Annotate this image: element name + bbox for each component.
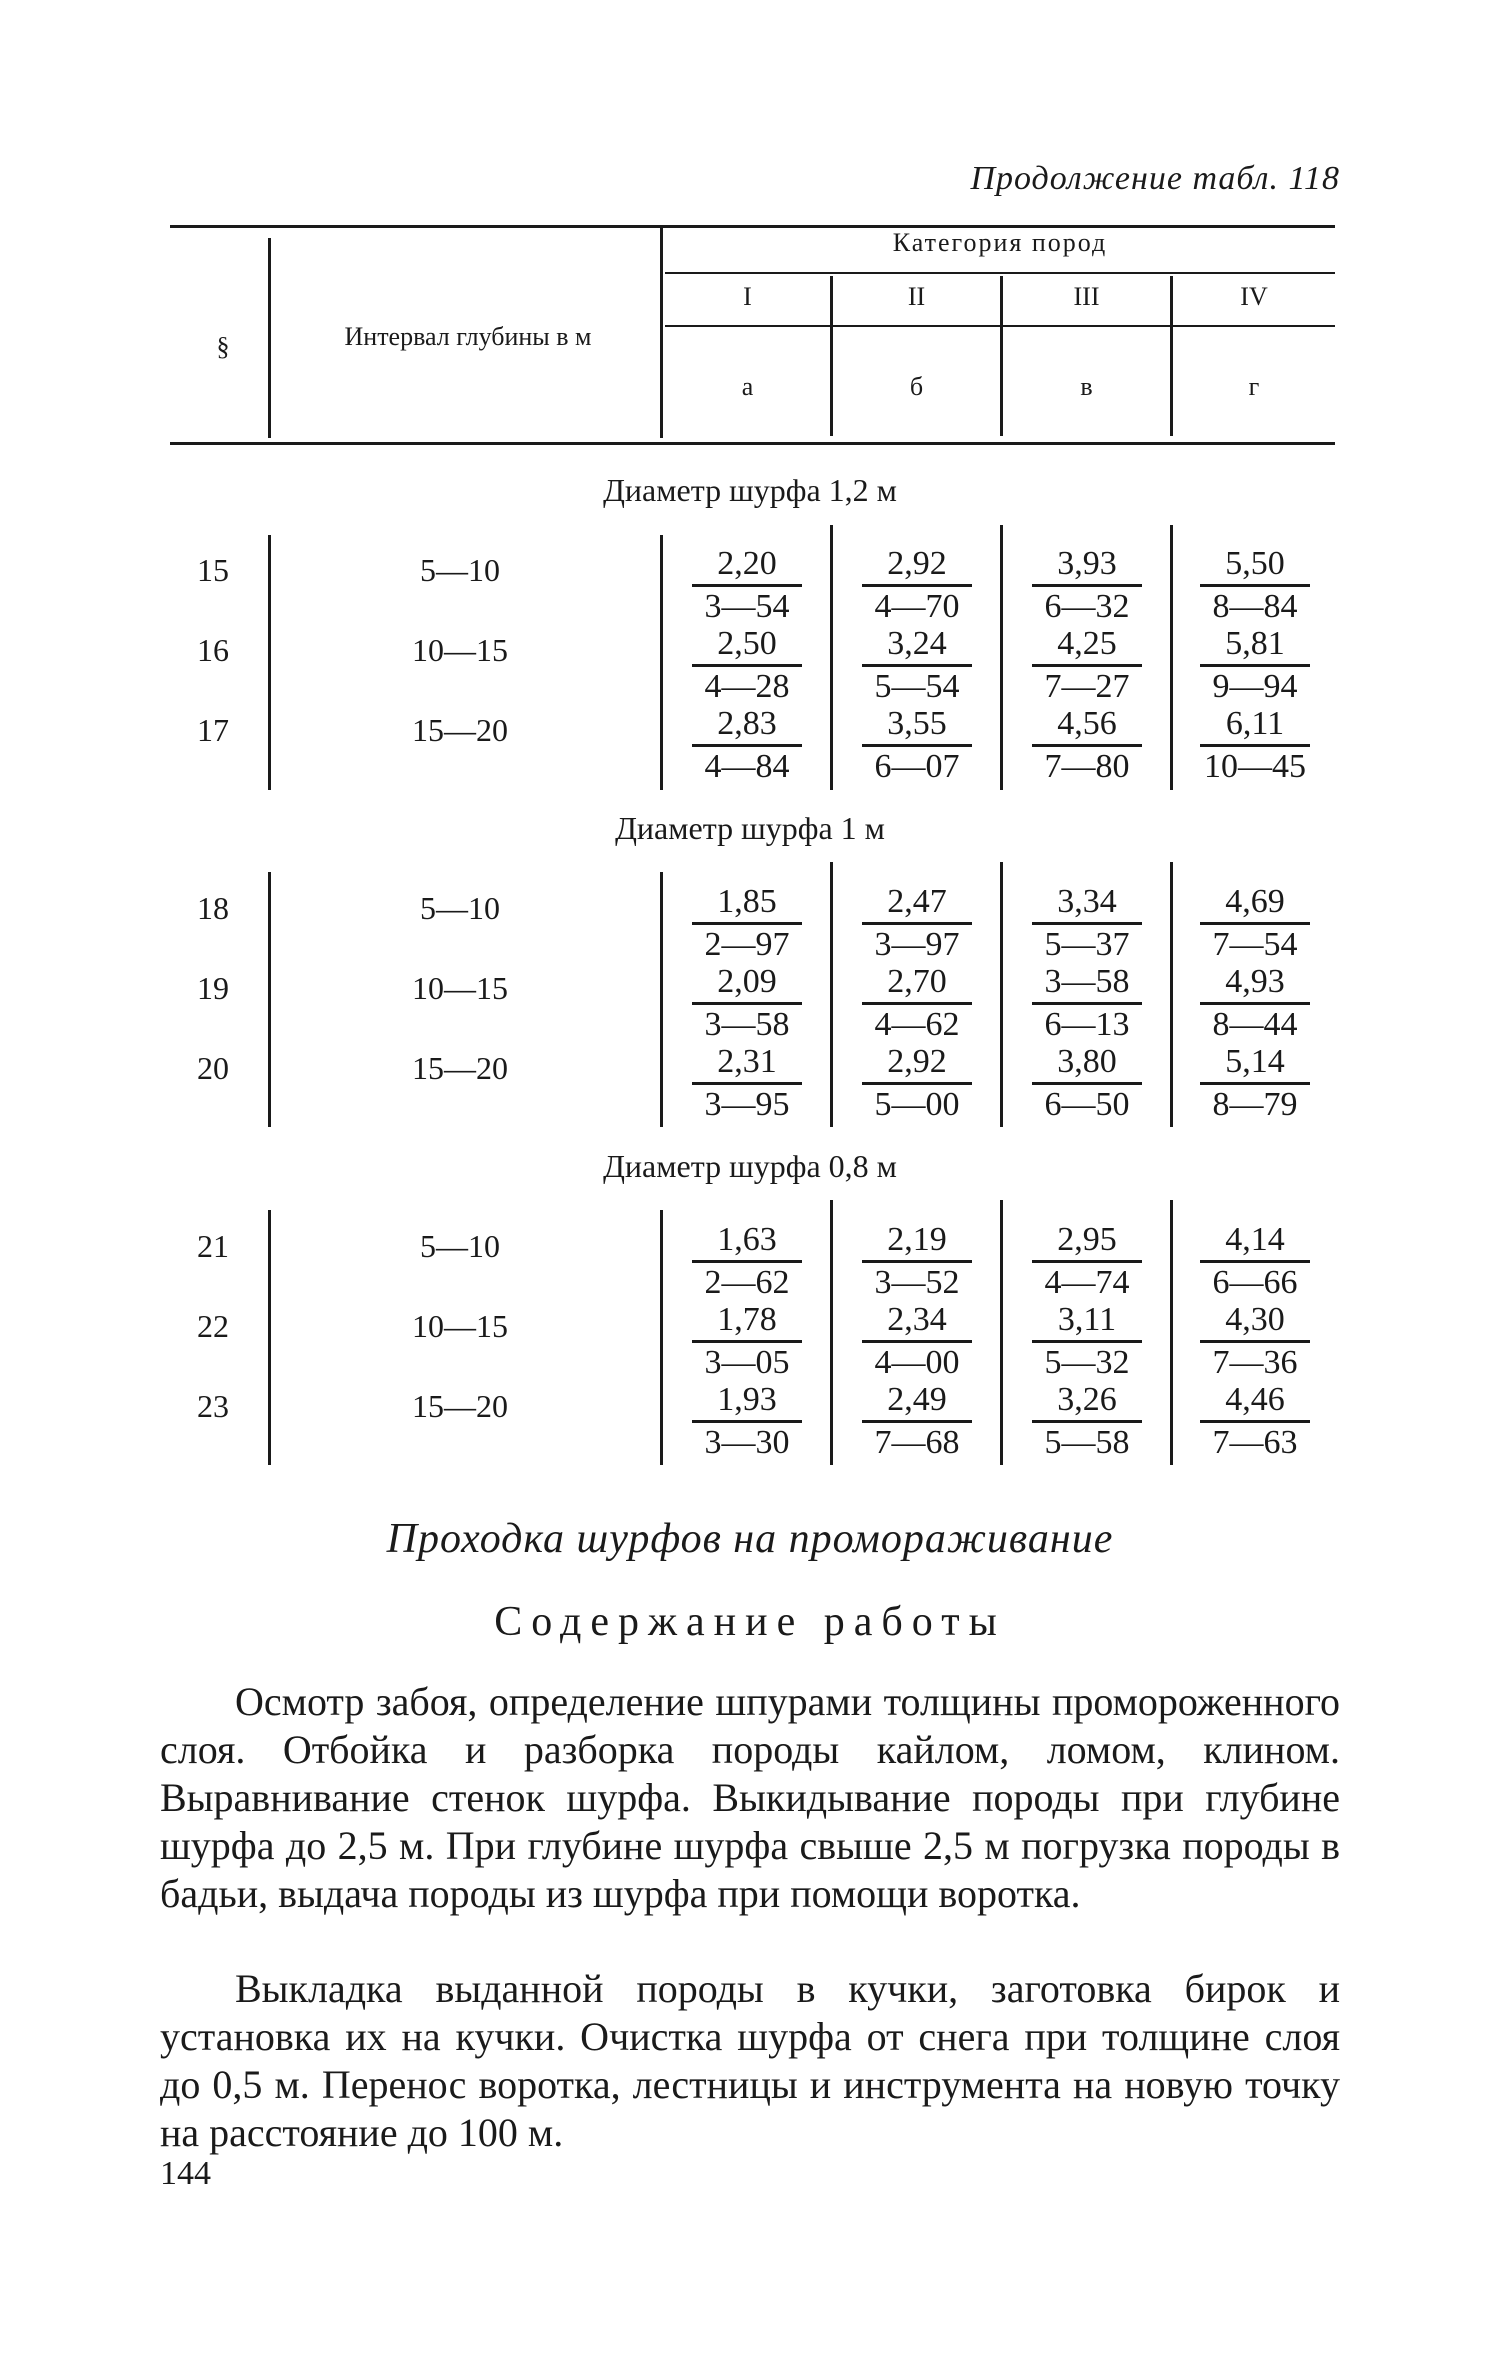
row-number: 22 [197,1308,229,1344]
row-interval: 10—15 [412,970,508,1006]
row-number: 15 [197,552,229,588]
row-interval: 15—20 [412,712,508,748]
table-cell [1012,704,1162,787]
cell-numerator: 1,63 [717,1221,777,1258]
row-interval: 5—10 [420,552,500,588]
cell-numerator: 3,55 [887,705,947,742]
cell-denominator: 6—66 [1212,1264,1298,1301]
row-interval: 10—15 [412,632,508,668]
cell-numerator: 4,25 [1057,625,1117,662]
cell-denominator: 10—45 [1204,748,1306,785]
table-cell [672,544,822,627]
table-cell [842,1220,992,1303]
table-cell [842,624,992,707]
table-cell [672,1380,822,1463]
table-cell [1180,882,1330,965]
cell-numerator: 2,31 [717,1043,777,1080]
cell-numerator: 1,93 [717,1381,777,1418]
section-symbol-header: § [216,332,230,361]
row-number: 20 [197,1050,229,1086]
cell-denominator: 2—62 [704,1264,790,1301]
cell-numerator: 5,50 [1225,545,1285,582]
cell-denominator: 8—44 [1212,1006,1298,1043]
cell-numerator: 2,70 [887,963,947,1000]
group3-divider-1 [268,1210,271,1465]
group2-divider-1 [268,872,271,1127]
cell-numerator: 1,78 [717,1301,777,1338]
cell-numerator: 5,14 [1225,1043,1285,1080]
cell-denominator: 6—32 [1044,588,1130,625]
header-divider-1 [268,238,271,438]
table-cell [1012,1300,1162,1383]
table-cell [842,1042,992,1125]
group-title-2: Диаметр шурфа 1 м [615,810,885,846]
cell-denominator: 2—97 [704,926,790,963]
table-cell [672,882,822,965]
cell-denominator: 9—94 [1212,668,1298,705]
row-number: 16 [197,632,229,668]
table-header-bottom-rule [170,442,1335,445]
cell-numerator: 3,11 [1057,1301,1117,1338]
category-roman-2: II [907,282,926,311]
table-cell [672,962,822,1045]
cell-denominator: 4—84 [704,748,790,785]
cell-denominator: 4—70 [874,588,960,625]
group1-divider-2 [660,535,663,790]
cell-numerator: 2,19 [887,1221,947,1258]
group3-divider-3 [830,1200,833,1465]
group1-divider-1 [268,535,271,790]
group3-divider-5 [1170,1200,1173,1465]
subheading: Содержание работы [494,1599,1006,1645]
table-cell [1180,1380,1330,1463]
table-cell [842,1380,992,1463]
table-cell [1012,882,1162,965]
table-cell [1012,962,1162,1045]
cell-numerator: 2,83 [717,705,777,742]
cell-denominator: 7—63 [1212,1424,1298,1461]
paragraph-1: Осмотр забоя, определение шпурами толщины промороженного слоя. Отбойка и разборка породы кайлом, ломом, клином. Выравнивание стенок шурфа. Выкидывание породы при глубине шурфа до 2,5 м. При глубине шурфа свыше 2,5 м погрузка породы в бадьи, выдача породы из шурфа при помощи воротка. [160,1679,1340,1916]
cell-denominator: 5—58 [1044,1424,1130,1461]
cell-numerator: 4,30 [1225,1301,1285,1338]
cell-numerator: 2,09 [717,963,777,1000]
group3-divider-2 [660,1210,663,1465]
cell-denominator: 7—68 [874,1424,960,1461]
cell-numerator: 3,80 [1057,1043,1117,1080]
table-cell [672,1300,822,1383]
table-cell [1012,1380,1162,1463]
table-cell [842,962,992,1045]
table-cell [672,1220,822,1303]
cell-denominator: 5—00 [874,1086,960,1123]
group2-divider-5 [1170,862,1173,1127]
table-cell [1012,624,1162,707]
page-number: 144 [160,2155,211,2192]
category-letter-b: б [909,372,924,401]
table-cell [672,624,822,707]
section-heading: Проходка шурфов на промораживание [386,1516,1114,1562]
table-cell [842,704,992,787]
paragraph-2: Выкладка выданной породы в кучки, заготовка бирок и установка их на кучки. Очистка шурфа от снега при толщине слоя до 0,5 м. Перенос воротка, лестницы и инструмента на новую точку на расстояние до 100 м. [160,1966,1340,2155]
row-number: 19 [197,970,229,1006]
category-letter-g: г [1248,372,1260,401]
cell-numerator: 2,47 [887,883,947,920]
table-cell [672,1042,822,1125]
cell-numerator: 2,95 [1057,1221,1117,1258]
row-interval: 10—15 [412,1308,508,1344]
cell-numerator: 6,11 [1225,705,1285,742]
group2-divider-3 [830,862,833,1127]
cell-denominator: 6—50 [1044,1086,1130,1123]
interval-header: Интервал глубины в м [344,322,592,351]
group2-divider-2 [660,872,663,1127]
table-cell [1012,1042,1162,1125]
category-roman-1: I [743,282,752,311]
cell-denominator: 3—30 [704,1424,790,1461]
category-roman-4: IV [1240,282,1268,311]
cell-numerator: 2,34 [887,1301,947,1338]
table-cell [1180,544,1330,627]
category-rule [665,272,1335,274]
row-interval: 15—20 [412,1050,508,1086]
table-continuation-label: Продолжение табл. 118 [970,160,1340,197]
category-roman-3: III [1073,282,1100,311]
cell-denominator: 3—95 [704,1086,790,1123]
cell-numerator: 2,49 [887,1381,947,1418]
cell-numerator: 4,93 [1225,963,1285,1000]
cell-denominator: 7—54 [1212,926,1298,963]
row-interval: 5—10 [420,890,500,926]
table-cell [1180,1220,1330,1303]
cell-numerator: 2,20 [717,545,777,582]
table-cell [1180,1300,1330,1383]
cell-denominator: 5—32 [1044,1344,1130,1381]
category-header: Категория пород [892,228,1108,257]
table-cell [842,1300,992,1383]
row-number: 17 [197,712,229,748]
cell-denominator: 6—13 [1044,1006,1130,1043]
row-number: 18 [197,890,229,926]
cell-denominator: 3—05 [704,1344,790,1381]
row-interval: 15—20 [412,1388,508,1424]
cell-denominator: 3—54 [704,588,790,625]
cell-denominator: 4—00 [874,1344,960,1381]
cell-denominator: 4—62 [874,1006,960,1043]
cell-numerator: 4,56 [1057,705,1117,742]
cell-denominator: 5—37 [1044,926,1130,963]
group1-divider-3 [830,525,833,790]
group1-divider-4 [1000,525,1003,790]
table-cell [672,704,822,787]
cell-numerator: 3,34 [1057,883,1117,920]
cell-denominator: 8—84 [1212,588,1298,625]
cell-numerator: 3,24 [887,625,947,662]
table-cell [1180,704,1330,787]
cell-denominator: 7—36 [1212,1344,1298,1381]
cell-numerator: 3—58 [1044,963,1130,1000]
cell-denominator: 4—28 [704,668,790,705]
cell-denominator: 4—74 [1044,1264,1130,1301]
cell-denominator: 8—79 [1212,1086,1298,1123]
cell-denominator: 3—58 [704,1006,790,1043]
table-cell [1180,1042,1330,1125]
group-title-1: Диаметр шурфа 1,2 м [603,472,897,508]
row-number: 21 [197,1228,229,1264]
group-title-3: Диаметр шурфа 0,8 м [603,1148,897,1184]
row-number: 23 [197,1388,229,1424]
table-cell [1180,962,1330,1045]
cell-denominator: 3—52 [874,1264,960,1301]
category-letter-a: а [741,372,754,401]
cell-denominator: 3—97 [874,926,960,963]
cell-denominator: 7—27 [1044,668,1130,705]
group1-divider-5 [1170,525,1173,790]
cell-numerator: 3,93 [1057,545,1117,582]
cell-numerator: 2,92 [887,545,947,582]
cell-numerator: 4,69 [1225,883,1285,920]
cell-numerator: 2,50 [717,625,777,662]
header-divider-2 [660,228,663,438]
row-interval: 5—10 [420,1228,500,1264]
cell-numerator: 2,92 [887,1043,947,1080]
cell-numerator: 1,85 [717,883,777,920]
table-cell [1012,1220,1162,1303]
cell-numerator: 4,14 [1225,1221,1285,1258]
cell-denominator: 5—54 [874,668,960,705]
group3-divider-4 [1000,1200,1003,1465]
table-cell [1180,624,1330,707]
table-cell [842,882,992,965]
cell-numerator: 4,46 [1225,1381,1285,1418]
group2-divider-4 [1000,862,1003,1127]
cell-numerator: 5,81 [1225,625,1285,662]
cell-numerator: 3,26 [1057,1381,1117,1418]
table-cell [1012,544,1162,627]
cell-denominator: 6—07 [874,748,960,785]
category-letter-v: в [1080,372,1093,401]
table-cell [842,544,992,627]
cell-denominator: 7—80 [1044,748,1130,785]
